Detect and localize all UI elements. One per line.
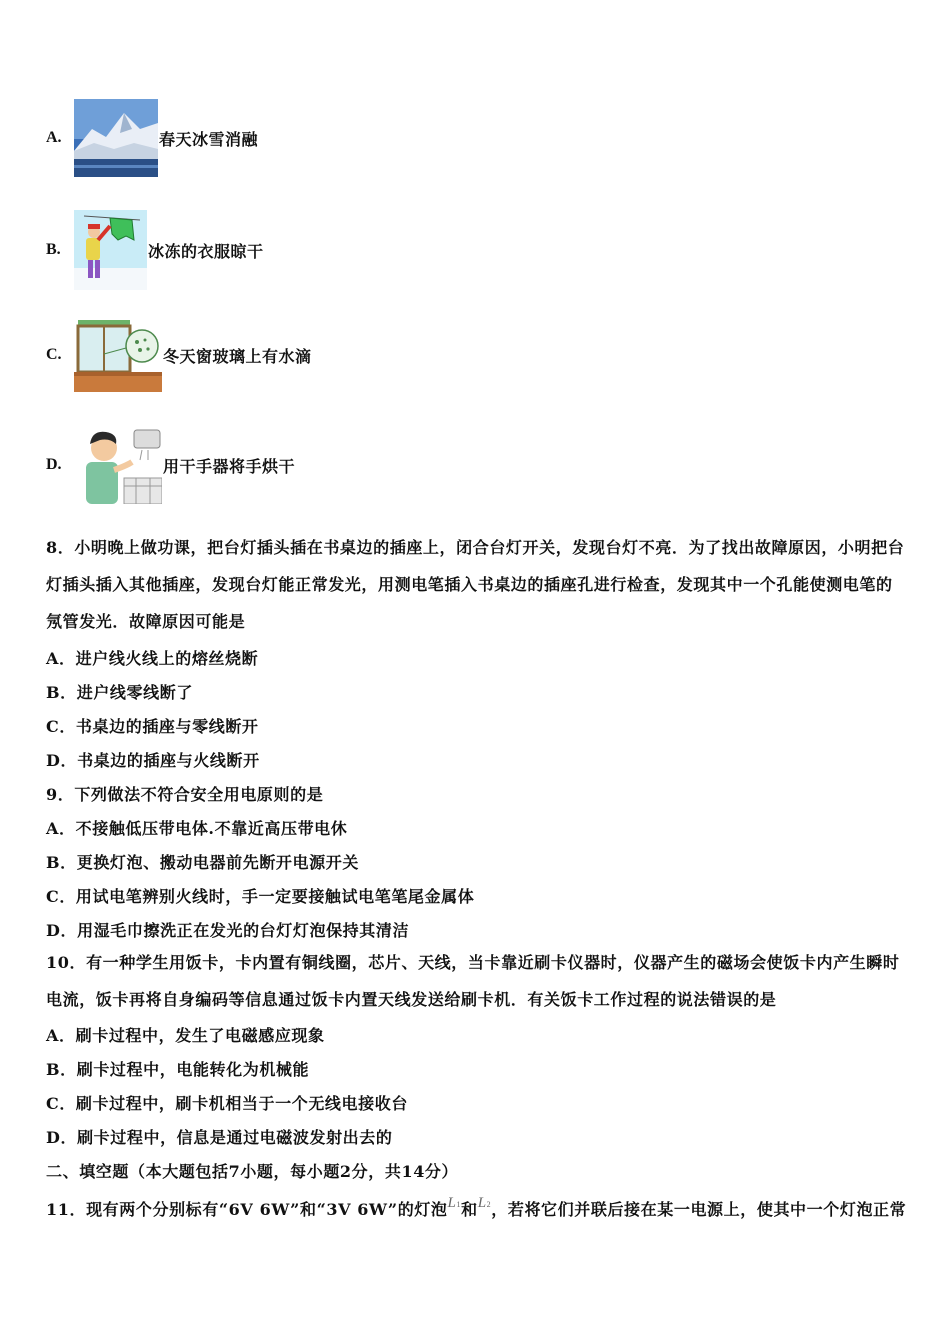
hand-dryer-image (74, 426, 162, 504)
option-caption: 春天冰雪消融 (159, 129, 259, 149)
option-letter: B. (46, 241, 61, 258)
q9-option-c[interactable]: C．用试电笔辨别火线时，手一定要接触试电笔笔尾金属体 (46, 887, 475, 906)
q8-option-b[interactable]: B．进户线零线断了 (46, 683, 193, 702)
option-letter: D. (46, 456, 62, 473)
frozen-clothes-image (74, 210, 147, 290)
q7-option-c[interactable] (46, 318, 312, 392)
q7-option-b[interactable] (46, 210, 264, 290)
q7-option-a[interactable] (46, 99, 258, 177)
q10-option-b[interactable]: B．刷卡过程中，电能转化为机械能 (46, 1060, 310, 1079)
q9-option-d[interactable]: D．用湿毛巾擦洗正在发光的台灯灯泡保持其清洁 (46, 921, 410, 940)
q9-option-b[interactable]: B．更换灯泡、搬动电器前先断开电源开关 (46, 853, 359, 872)
q10-stem: 10．有一种学生用饭卡，卡内置有铜线圈，芯片、天线，当卡靠近刷卡仪器时，仪器产生的磁场会使饭卡内产生瞬时电流，饭卡再将自身编码等信息通过饭卡内置天线发送给刷卡机．有关饭卡工作过程的说法错误的是 (46, 953, 900, 1009)
option-letter: C. (46, 346, 62, 363)
lamp-symbol-l2: L2 (477, 1195, 492, 1211)
q11-stem (46, 1197, 906, 1220)
option-caption: 冬天窗玻璃上有水滴 (163, 346, 312, 366)
q9-stem: 9．下列做法不符合安全用电原则的是 (46, 785, 324, 804)
q8-option-d[interactable]: D．书桌边的插座与火线断开 (46, 751, 260, 770)
q8-option-a[interactable]: A．进户线火线上的熔丝烧断 (46, 649, 259, 668)
q8-stem: 8．小明晚上做功课，把台灯插头插在书桌边的插座上，闭合台灯开关，发现台灯不亮．为了找出故障原因，小明把台灯插头插入其他插座，发现台灯能正常发光，用测电笔插入书桌边的插座孔进行检查，发现其中一个孔能使测电笔的氖管发光．故障原因可能是 (46, 538, 905, 631)
option-letter: A. (46, 129, 62, 146)
window-water-drops-image (74, 318, 162, 392)
q10-option-d[interactable]: D．刷卡过程中，信息是通过电磁波发射出去的 (46, 1128, 393, 1147)
option-caption: 冰冻的衣服晾干 (148, 241, 264, 261)
q8-option-c[interactable]: C．书桌边的插座与零线断开 (46, 717, 259, 736)
q9-option-a[interactable]: A．不接触低压带电体.不靠近高压带电休 (46, 819, 348, 838)
q10-option-c[interactable]: C．刷卡过程中，刷卡机相当于一个无线电接收台 (46, 1094, 408, 1113)
section-heading: 二、填空题（本大题包括7小题，每小题2分，共14分） (46, 1162, 459, 1181)
q7-option-d[interactable] (46, 426, 295, 504)
option-caption: 用干手器将手烘干 (163, 456, 296, 476)
snow-mountain-image (74, 99, 158, 177)
q11-and: 和 (461, 1200, 478, 1219)
q11-prefix: 11．现有两个分别标有“6V 6W”和“3V 6W”的灯泡 (46, 1200, 448, 1219)
q10-option-a[interactable]: A．刷卡过程中，发生了电磁感应现象 (46, 1026, 325, 1045)
lamp-symbol-l1: L1 (447, 1195, 462, 1211)
q11-suffix: ，若将它们并联后接在某一电源上，使其中一个灯泡正常 (491, 1200, 907, 1219)
